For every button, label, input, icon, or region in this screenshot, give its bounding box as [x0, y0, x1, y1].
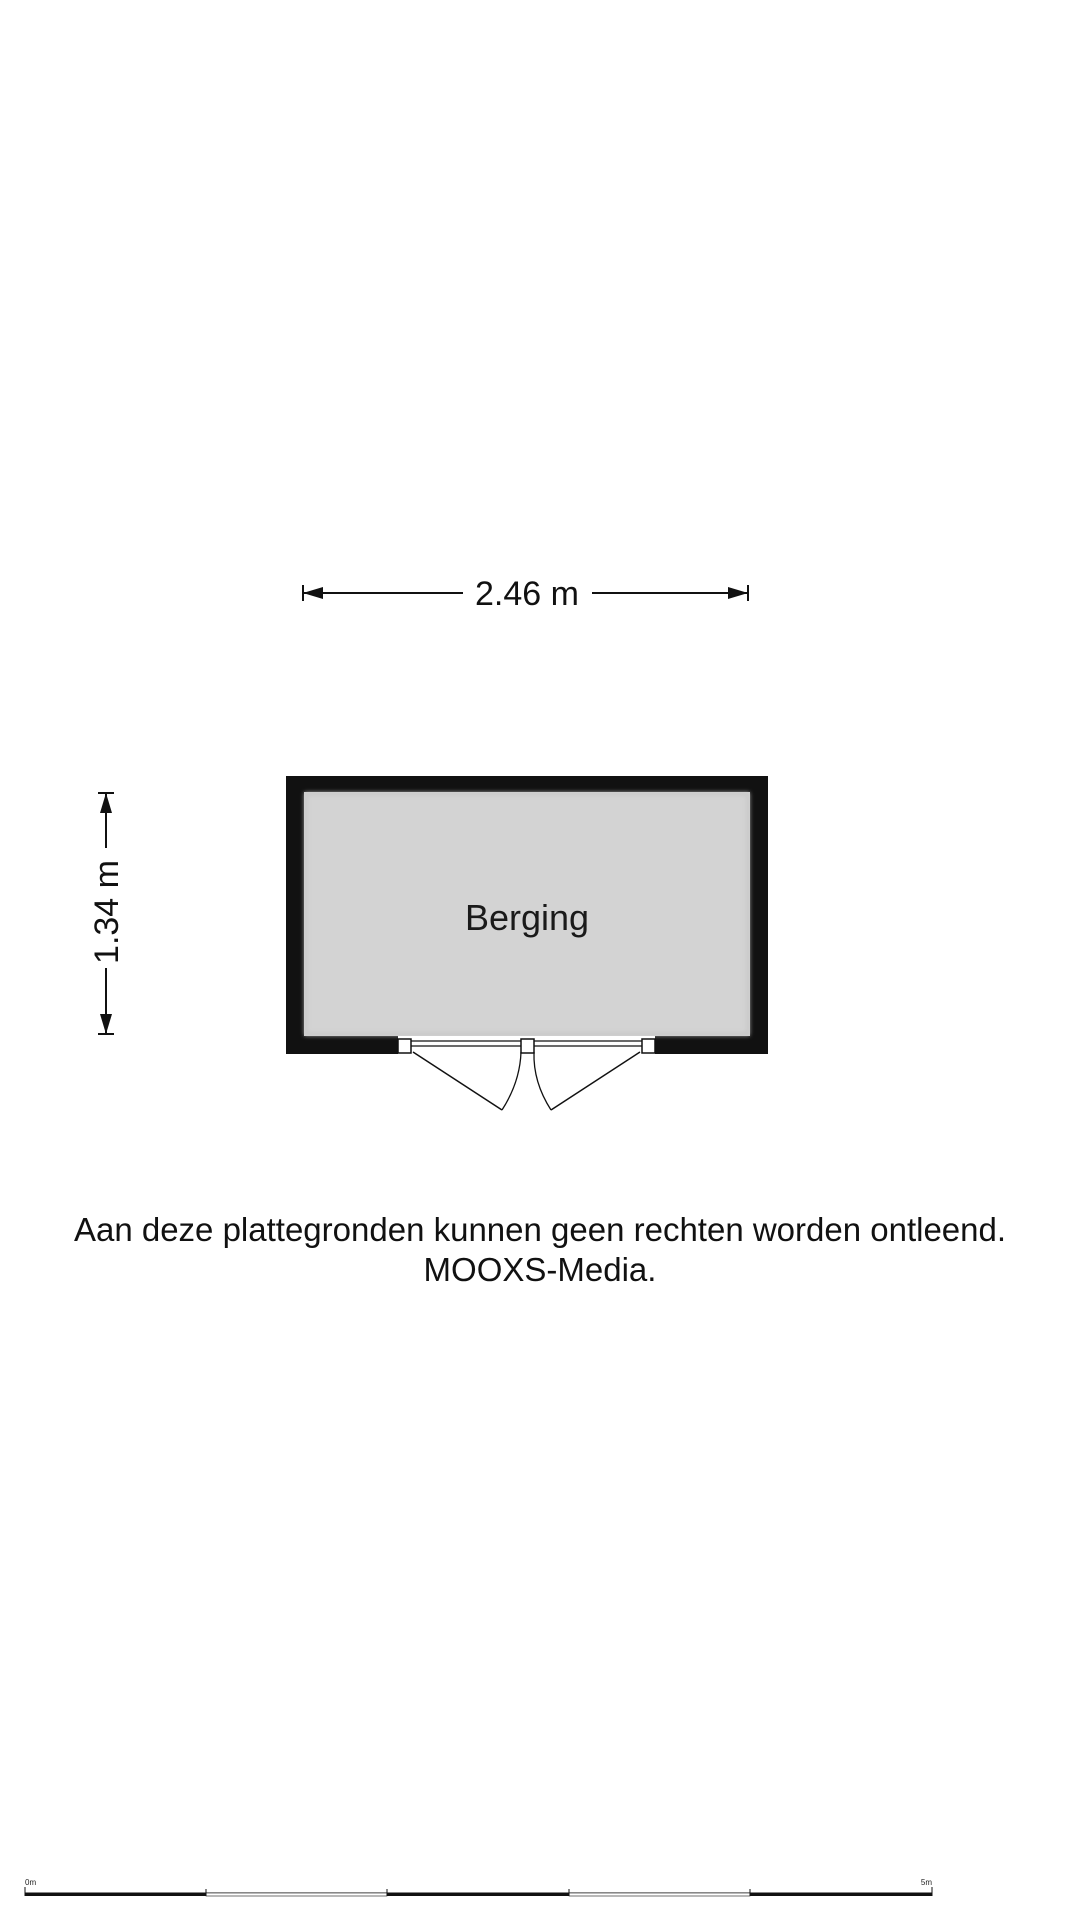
- height-dimension: [88, 793, 126, 1034]
- scale-bar-end-label: 5m: [920, 1878, 932, 1887]
- double-door: [413, 1052, 640, 1110]
- width-dimension: [303, 575, 748, 613]
- height-dimension-label: 1.34 m: [88, 860, 126, 964]
- width-dimension-label: 2.46 m: [475, 575, 579, 613]
- disclaimer-text: Aan deze plattegronden kunnen geen rechten worden ontleend.: [73, 1211, 1007, 1248]
- door-jamb-right: [642, 1039, 655, 1053]
- scale-bar-start-label: 0m: [25, 1878, 37, 1887]
- disclaimer-credit: MOOXS-Media.: [423, 1251, 657, 1288]
- door-jamb-left: [398, 1039, 411, 1053]
- room-label: Berging: [464, 897, 590, 938]
- scale-bar: [25, 1878, 932, 1896]
- room-berging: [286, 776, 768, 1110]
- disclaimer: [0, 1210, 1080, 1290]
- door-jamb-center: [521, 1039, 534, 1053]
